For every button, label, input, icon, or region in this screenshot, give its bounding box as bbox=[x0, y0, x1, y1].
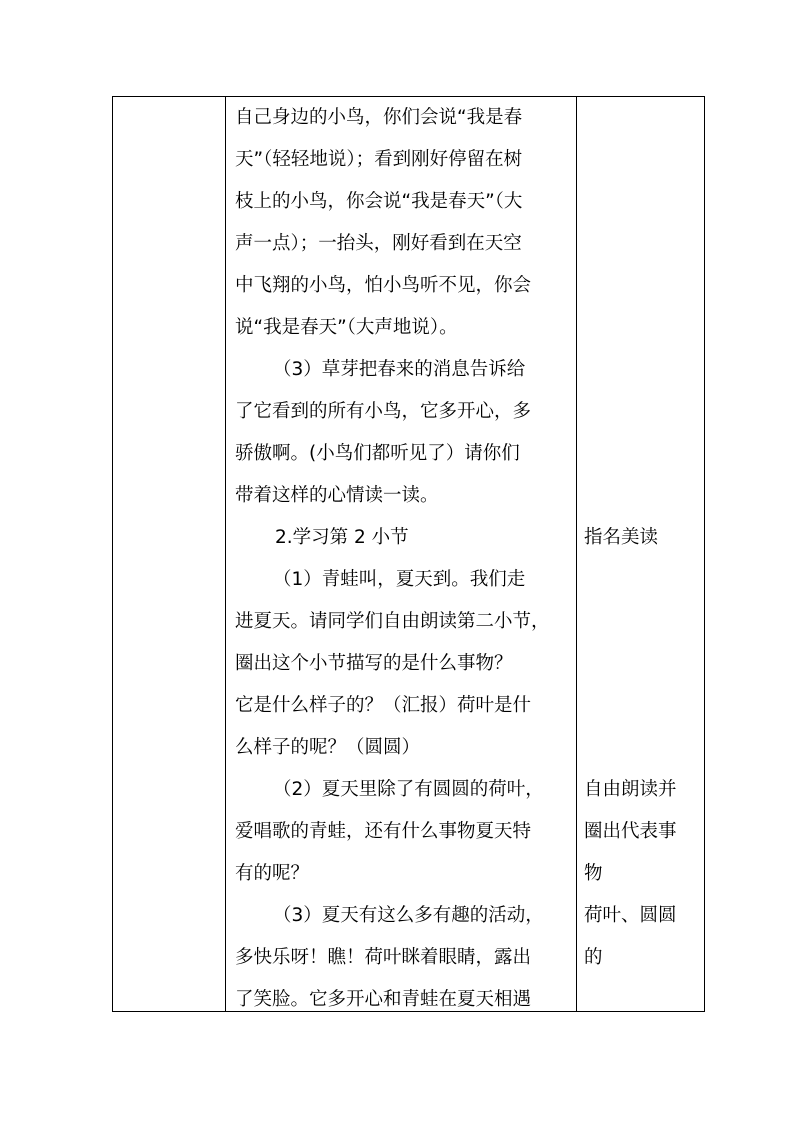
process-line: 么样子的呢？（圆圆） bbox=[235, 737, 421, 758]
process-line: 圈出这个小节描写的是什么事物？ bbox=[235, 653, 513, 674]
activity-line: 的 bbox=[584, 947, 603, 968]
process-line: 了它看到的所有小鸟，它多开心，多 bbox=[235, 401, 532, 422]
process-line: （1）青蛙叫，夏天到。我们走 bbox=[273, 569, 526, 590]
activity-line: 物 bbox=[584, 863, 603, 884]
column-divider-1 bbox=[225, 97, 226, 1011]
process-line: 中飞翔的小鸟，怕小鸟听不见，你会 bbox=[235, 275, 532, 296]
activity-line: 自由朗读并 bbox=[584, 779, 677, 800]
activity-line: 指名美读 bbox=[584, 527, 659, 548]
process-line: 它是什么样子的？（汇报）荷叶是什 bbox=[235, 695, 532, 716]
process-line: 天”（轻轻地说）；看到刚好停留在树 bbox=[235, 149, 523, 170]
process-line: 爱唱歌的青蛙，还有什么事物夏天特 bbox=[235, 821, 532, 842]
process-line: 带着这样的心情读一读。 bbox=[235, 485, 439, 506]
process-line: 说“我是春天”（大声地说）。 bbox=[235, 317, 458, 338]
activity-line: 荷叶、圆圆 bbox=[584, 905, 677, 926]
process-line: 自己身边的小鸟，你们会说“我是春 bbox=[235, 107, 523, 128]
process-line: （3）夏天有这么多有趣的活动， bbox=[273, 905, 544, 926]
column-divider-2 bbox=[576, 97, 577, 1011]
process-line: （2）夏天里除了有圆圆的荷叶， bbox=[273, 779, 544, 800]
process-line: 了笑脸。它多开心和青蛙在夏天相遇 bbox=[235, 989, 532, 1010]
process-line: （3）草芽把春来的消息告诉给 bbox=[273, 359, 526, 380]
process-line: 声一点）；一抬头，刚好看到在天空 bbox=[235, 233, 522, 254]
section-heading: 2.学习第 2 小节 bbox=[275, 527, 409, 548]
process-line: 多快乐呀！瞧！荷叶眯着眼睛，露出 bbox=[235, 947, 532, 968]
process-line: 骄傲啊。(小鸟们都听见了）请你们 bbox=[235, 443, 520, 464]
lesson-table bbox=[112, 96, 705, 1012]
activity-line: 圈出代表事 bbox=[584, 821, 677, 842]
process-line: 进夏天。请同学们自由朗读第二小节， bbox=[235, 611, 550, 632]
process-line: 有的呢？ bbox=[235, 863, 310, 884]
process-line: 枝上的小鸟，你会说“我是春天”（大 bbox=[235, 191, 523, 212]
